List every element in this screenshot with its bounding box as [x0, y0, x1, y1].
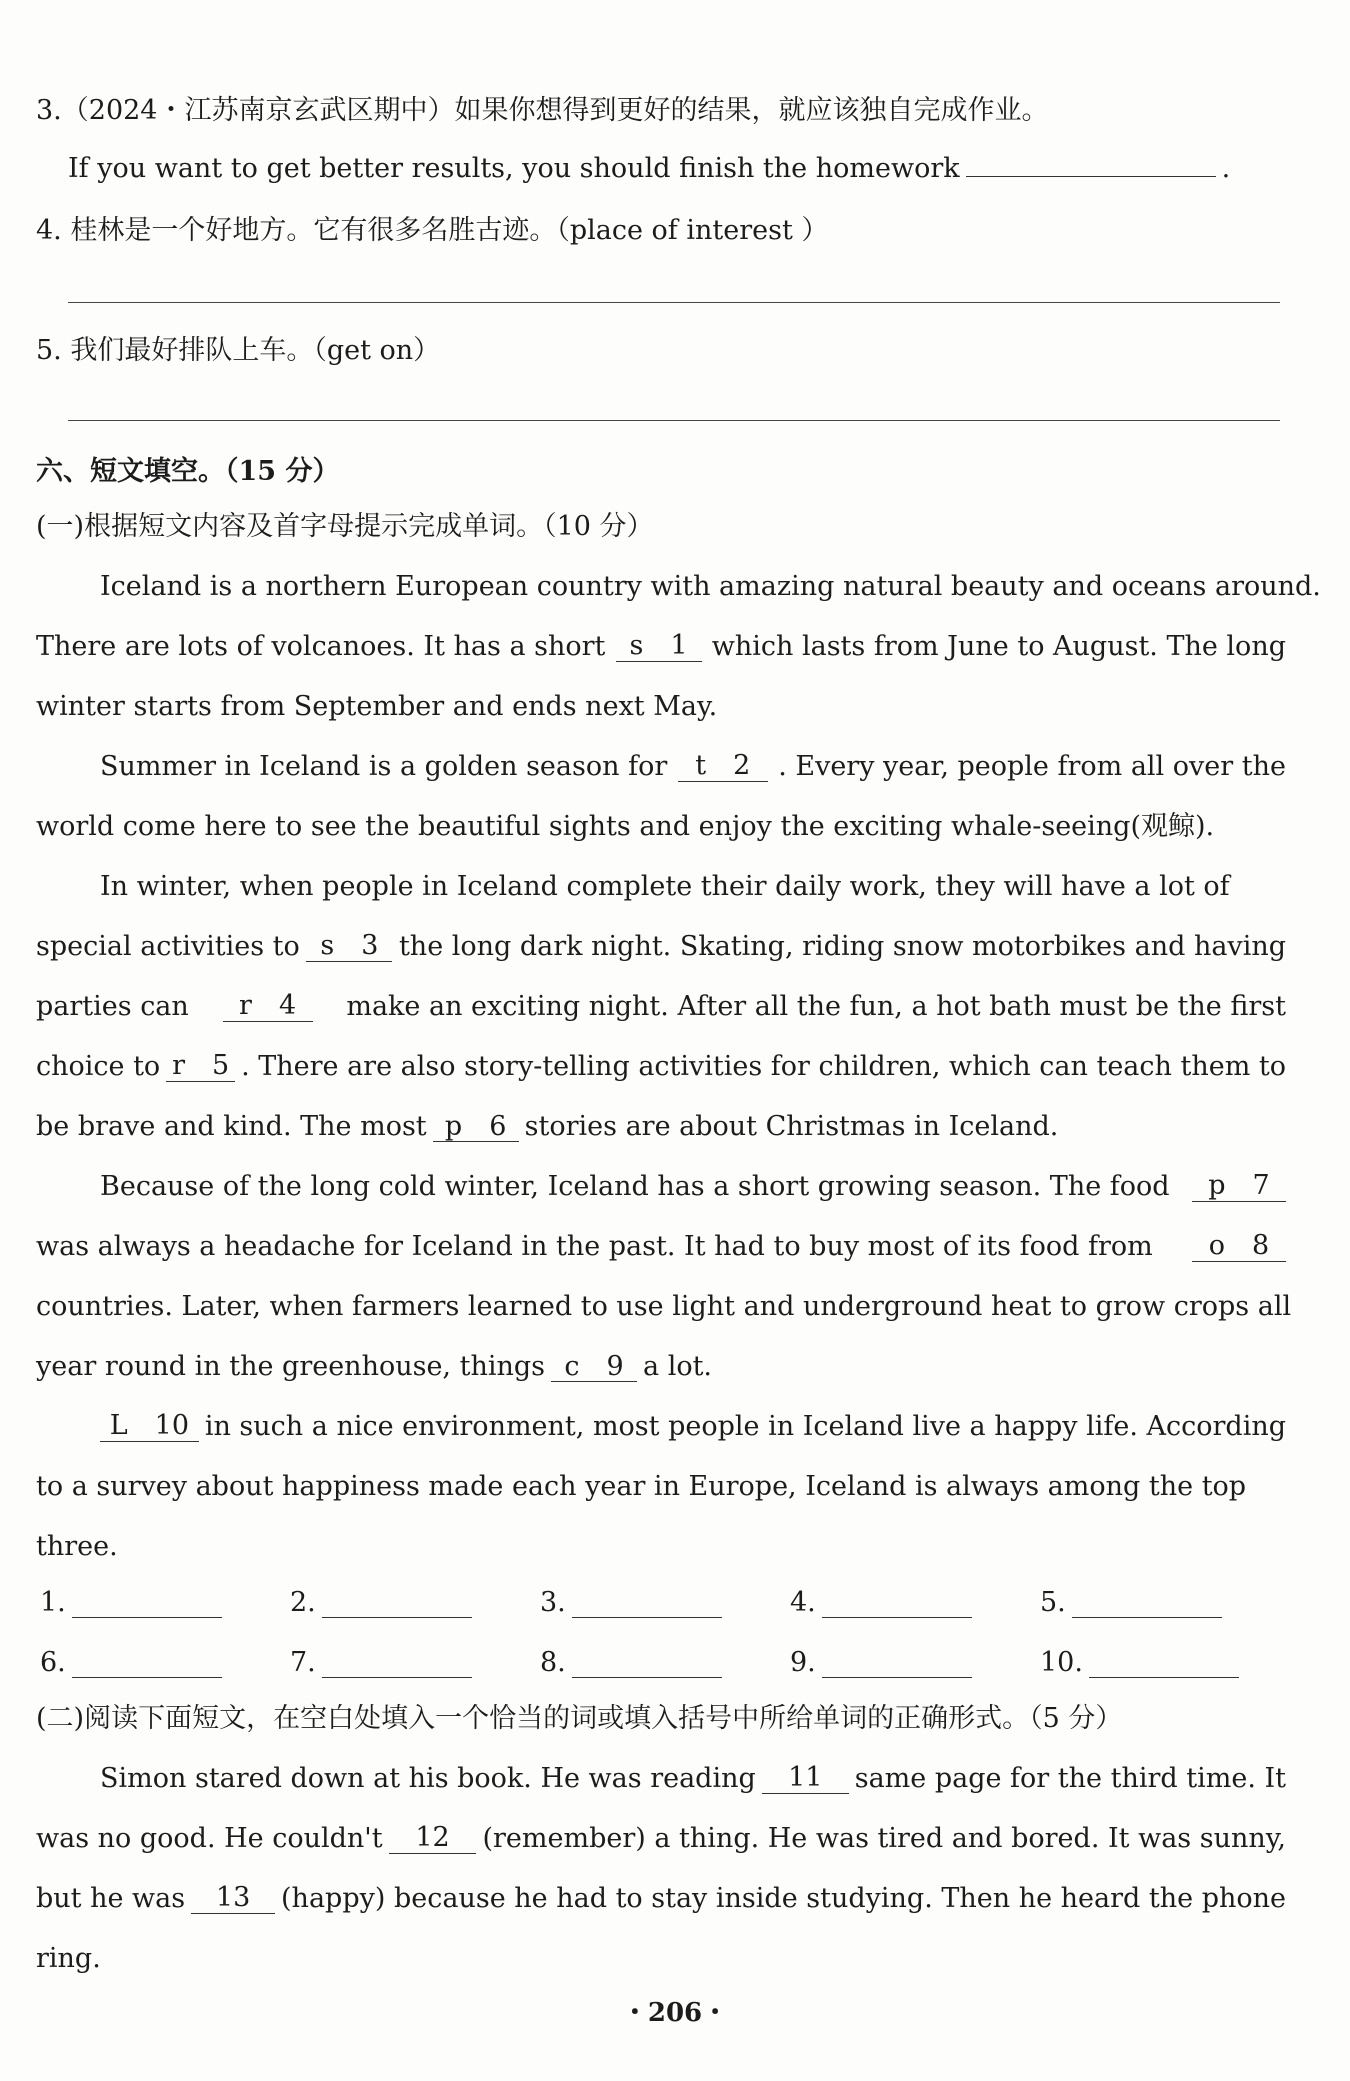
- passage-line: Because of the long cold winter, Iceland has a short growing season. The food p 7: [100, 1172, 1286, 1202]
- blank-3[interactable]: s 3: [306, 932, 392, 962]
- answer-blank[interactable]: [72, 1591, 222, 1618]
- answer-blank[interactable]: [322, 1651, 472, 1678]
- blank[interactable]: [966, 176, 1216, 177]
- answer-7: 7.: [290, 1648, 472, 1678]
- passage-line: world come here to see the beautiful sights and enjoy the exciting whale-seeing(观鲸).: [36, 811, 1215, 842]
- answer-blank[interactable]: [1072, 1591, 1222, 1618]
- passage-line: to a survey about happiness made each year in Europe, Iceland is always among the top: [36, 1471, 1247, 1502]
- answer-blank[interactable]: [572, 1651, 722, 1678]
- blank-6[interactable]: p 6: [433, 1113, 519, 1142]
- answer-10: 10.: [1040, 1648, 1239, 1678]
- passage-line: L 10 in such a nice environment, most people in Iceland live a happy life. According: [100, 1412, 1286, 1442]
- blank-8[interactable]: o 8: [1192, 1232, 1286, 1262]
- blank-13[interactable]: 13: [191, 1884, 275, 1914]
- answer-blank[interactable]: [322, 1591, 472, 1618]
- page-number: ・206・: [621, 1998, 729, 2028]
- blank-2[interactable]: t 2: [678, 752, 768, 782]
- passage-line: choice to r 5 . There are also story-telling activities for children, which can teach them to: [36, 1050, 1286, 1082]
- answer-1: 1.: [40, 1588, 222, 1618]
- section-6-title: 六、短文填空。（15 分）: [36, 456, 340, 487]
- answer-8: 8.: [540, 1648, 722, 1678]
- passage-line: was no good. He couldn't 12 (remember) a thing. He was tired and bored. It was sunny,: [36, 1822, 1286, 1854]
- passage-line: parties can r 4 make an exciting night. After all the fun, a hot bath must be the first: [36, 990, 1286, 1022]
- answer-2: 2.: [290, 1588, 472, 1618]
- passage-line: Iceland is a northern European country with amazing natural beauty and oceans around.: [100, 571, 1321, 602]
- answer-blank[interactable]: [572, 1591, 722, 1618]
- answer-line-5[interactable]: [68, 420, 1280, 421]
- passage-line: winter starts from September and ends next May.: [36, 691, 718, 722]
- blank-11[interactable]: 11: [762, 1764, 849, 1794]
- answer-blank[interactable]: [822, 1591, 972, 1618]
- passage-line: Summer in Iceland is a golden season for t 2 . Every year, people from all over the: [100, 750, 1286, 782]
- passage-line: In winter, when people in Iceland complete their daily work, they will have a lot of: [100, 871, 1230, 902]
- question-3-chinese: 3.（2024・江苏南京玄武区期中）如果你想得到更好的结果，就应该独自完成作业。: [36, 95, 1049, 126]
- passage-line: three.: [36, 1531, 118, 1562]
- answer-line-4[interactable]: [68, 302, 1280, 303]
- question-4: 4. 桂林是一个好地方。它有很多名胜古迹。（place of interest ）: [36, 215, 829, 246]
- passage-line: ring.: [36, 1943, 101, 1974]
- passage-line: was always a headache for Iceland in the past. It had to buy most of its food from o 8: [36, 1232, 1286, 1262]
- blank-5[interactable]: r 5: [166, 1052, 235, 1082]
- passage-line: countries. Later, when farmers learned to use light and underground heat to grow crops all: [36, 1291, 1292, 1322]
- blank-1[interactable]: s 1: [616, 632, 702, 662]
- passage-line: year round in the greenhouse, things c 9 a lot.: [36, 1351, 713, 1382]
- passage-line: Simon stared down at his book. He was reading 11 same page for the third time. It: [100, 1762, 1286, 1794]
- passage-line: There are lots of volcanoes. It has a short s 1 which lasts from June to August. The long: [36, 630, 1286, 662]
- blank-12[interactable]: 12: [389, 1824, 477, 1854]
- answer-5: 5.: [1040, 1588, 1222, 1618]
- blank-9[interactable]: c 9: [551, 1353, 637, 1382]
- part-a-title: (一)根据短文内容及首字母提示完成单词。（10 分）: [36, 511, 654, 542]
- question-5: 5. 我们最好排队上车。（get on）: [36, 335, 441, 366]
- passage-line: be brave and kind. The most p 6 stories are about Christmas in Iceland.: [36, 1111, 1059, 1142]
- answer-blank[interactable]: [1089, 1651, 1239, 1678]
- blank-4[interactable]: r 4: [223, 992, 313, 1022]
- blank-10[interactable]: L 10: [100, 1412, 199, 1442]
- passage-line: special activities to s 3 the long dark night. Skating, riding snow motorbikes and having: [36, 930, 1286, 962]
- answer-blank[interactable]: [72, 1651, 222, 1678]
- blank-7[interactable]: p 7: [1192, 1172, 1286, 1202]
- answer-6: 6.: [40, 1648, 222, 1678]
- part-b-title: (二)阅读下面短文，在空白处填入一个恰当的词或填入括号中所给单词的正确形式。（5 分）: [36, 1703, 1123, 1734]
- answer-3: 3.: [540, 1588, 722, 1618]
- answer-4: 4.: [790, 1588, 972, 1618]
- passage-line: but he was 13 (happy) because he had to stay inside studying. Then he heard the phone: [36, 1882, 1286, 1914]
- answer-blank[interactable]: [822, 1651, 972, 1678]
- answer-9: 9.: [790, 1648, 972, 1678]
- question-3-english: If you want to get better results, you should finish the homework .: [68, 153, 1231, 184]
